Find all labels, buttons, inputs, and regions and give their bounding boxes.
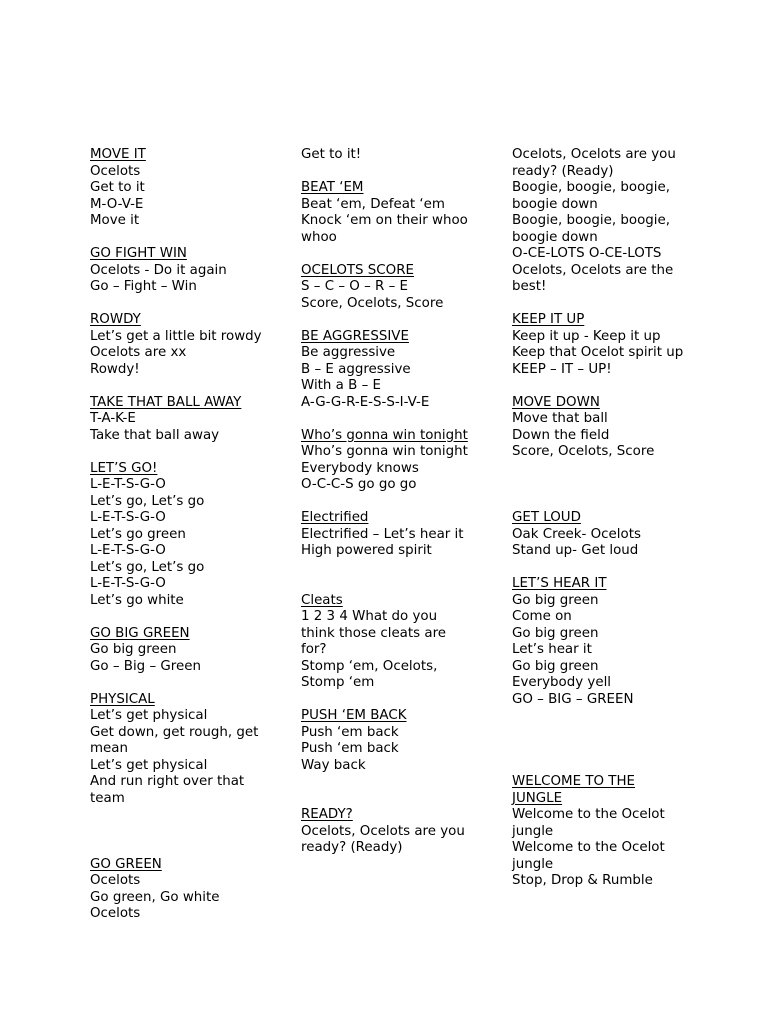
cheer-line: Go big green (90, 642, 177, 657)
cheer-line: Welcome to the Ocelot jungle (512, 840, 665, 872)
cheer-line: With a B – E (301, 378, 381, 393)
cheer-line: Go – Fight – Win (90, 279, 197, 294)
cheer-title: OCELOTS SCORE (301, 262, 414, 278)
cheer-line: Boogie, boogie, boogie, boogie down (512, 180, 671, 212)
block-spacer (301, 411, 469, 428)
cheer-block (512, 576, 684, 708)
block-spacer (512, 494, 684, 511)
cheer-line: Down the field (512, 427, 610, 443)
block-spacer (90, 807, 262, 824)
block-spacer (512, 725, 684, 742)
cheer-title: ROWDY (90, 312, 141, 327)
cheer-line: Ocelots are xx (90, 345, 187, 360)
cheer-line: Ocelots, Ocelots are you ready? (Ready) (301, 823, 465, 855)
block-spacer (301, 164, 469, 181)
cheer-title: LET’S GO! (90, 460, 158, 476)
cheer-line: Push ‘em back (301, 741, 399, 756)
cheer-line: Go – Big – Green (90, 658, 201, 674)
block-spacer (90, 675, 262, 692)
cheer-line: And run right over that team (90, 774, 245, 806)
cheer-line: Get to it (90, 180, 145, 195)
cheer-line: Electrified – Let’s hear it (301, 526, 464, 542)
cheer-title: Who’s gonna win tonight (301, 427, 468, 443)
cheer-block (301, 708, 469, 774)
cheer-line: High powered spirit (301, 543, 432, 558)
block-spacer (301, 791, 469, 808)
cheer-block (512, 147, 684, 296)
cheer-line: Stop, Drop & Rumble (512, 873, 653, 888)
cheer-line: Everybody knows (301, 460, 419, 476)
cheer-line: Ocelots (90, 906, 141, 921)
cheer-line: Get to it! (301, 147, 362, 162)
block-spacer (90, 840, 262, 857)
cheer-line: GO – BIG – GREEN (512, 691, 634, 707)
cheer-line: Let’s go, Let’s go (90, 493, 205, 509)
block-spacer (301, 312, 469, 329)
cheer-line: Rowdy! (90, 361, 140, 377)
cheer-line: Score, Ocelots, Score (512, 444, 655, 459)
block-spacer (301, 560, 469, 577)
cheer-title: WELCOME TO THE JUNGLE (512, 774, 636, 806)
block-spacer (512, 477, 684, 494)
cheer-line: O-C-C-S go go go (301, 477, 417, 492)
cheer-block (301, 263, 469, 313)
cheer-line: Way back (301, 757, 366, 773)
cheer-line: L-E-T-S-G-O (90, 576, 166, 591)
cheer-line: Who’s gonna win tonight (301, 444, 468, 459)
cheer-line: KEEP – IT – UP! (512, 361, 612, 377)
block-spacer (90, 230, 262, 247)
cheer-title: TAKE THAT BALL AWAY (90, 394, 242, 410)
cheer-line: Go big green (512, 658, 599, 674)
cheer-block (90, 395, 262, 445)
cheer-column-right (512, 147, 684, 890)
cheer-title: BE AGGRESSIVE (301, 328, 409, 344)
cheer-title: GO FIGHT WIN (90, 246, 187, 261)
cheer-block (90, 692, 262, 808)
block-spacer (301, 576, 469, 593)
cheer-block (90, 626, 262, 676)
cheer-title: PUSH ‘EM BACK (301, 708, 407, 723)
block-spacer (301, 692, 469, 709)
cheer-title: BEAT ‘EM (301, 180, 364, 195)
cheer-block (301, 428, 469, 494)
cheer-line: Let’s hear it (512, 642, 592, 657)
cheer-title: LET’S HEAR IT (512, 576, 607, 591)
cheer-block (512, 510, 684, 560)
cheer-line: Ocelots - Do it again (90, 262, 227, 278)
cheer-line: Stomp ‘em, Ocelots, Stomp ‘em (301, 658, 438, 690)
cheer-line: Everybody yell (512, 675, 612, 690)
block-spacer (90, 296, 262, 313)
cheer-block (301, 807, 469, 857)
cheer-block (90, 147, 262, 230)
cheer-line: 1 2 3 4 What do you think those cleats are for? (301, 609, 447, 657)
cheer-title: GO BIG GREEN (90, 625, 190, 641)
cheer-line: B – E aggressive (301, 361, 411, 377)
block-spacer (512, 560, 684, 577)
cheer-line: Beat ‘em, Defeat ‘em (301, 196, 445, 212)
cheer-line: Come on (512, 609, 572, 624)
cheer-line: Ocelots (90, 163, 141, 179)
cheer-line: Keep it up - Keep it up (512, 328, 661, 344)
block-spacer (90, 824, 262, 841)
cheer-line: Take that ball away (90, 427, 220, 443)
block-spacer (512, 296, 684, 313)
cheer-line: Let’s get physical (90, 757, 208, 773)
cheer-column-left (90, 147, 262, 923)
cheer-column-middle (301, 147, 469, 857)
cheer-line: Move that ball (512, 411, 608, 426)
cheer-line: Move it (90, 213, 140, 228)
cheer-line: Let’s go, Let’s go (90, 559, 205, 575)
block-spacer (90, 609, 262, 626)
cheer-block (512, 312, 684, 378)
cheer-line: Let’s get a little bit rowdy (90, 328, 262, 344)
cheer-title: GET LOUD (512, 510, 581, 525)
cheer-line: Let’s go white (90, 592, 184, 608)
cheer-line: Knock ‘em on their whoo whoo (301, 213, 468, 245)
cheer-line: L-E-T-S-G-O (90, 477, 166, 492)
cheer-line: Ocelots (90, 873, 141, 888)
block-spacer (512, 378, 684, 395)
cheer-line: S – C – O – R – E (301, 279, 408, 294)
cheer-line: L-E-T-S-G-O (90, 510, 166, 525)
cheer-line: M-O-V-E (90, 196, 144, 212)
cheer-title: KEEP IT UP (512, 312, 585, 327)
cheer-line: Be aggressive (301, 345, 396, 360)
cheer-block (90, 246, 262, 296)
cheer-title: Cleats (301, 592, 343, 608)
cheer-line: Keep that Ocelot spirit up (512, 345, 684, 360)
cheer-line: L-E-T-S-G-O (90, 543, 166, 558)
cheer-block (90, 312, 262, 378)
cheer-block (301, 329, 469, 412)
block-spacer (512, 461, 684, 478)
block-spacer (90, 444, 262, 461)
cheer-line: Go green, Go white (90, 889, 220, 905)
block-spacer (512, 741, 684, 758)
cheer-block (301, 593, 469, 692)
cheer-line: A-G-G-R-E-S-S-I-V-E (301, 394, 430, 410)
cheer-title: PHYSICAL (90, 691, 155, 707)
cheer-title: Electrified (301, 510, 369, 525)
cheer-block (512, 395, 684, 461)
cheer-line: Ocelots, Ocelots are you ready? (Ready) (512, 147, 676, 179)
block-spacer (90, 378, 262, 395)
block-spacer (301, 494, 469, 511)
cheer-block (90, 461, 262, 610)
cheer-title: READY? (301, 807, 353, 822)
cheer-line: T-A-K-E (90, 411, 136, 426)
block-spacer (301, 774, 469, 791)
cheer-title: MOVE DOWN (512, 394, 600, 410)
cheer-line: Get down, get rough, get mean (90, 724, 259, 756)
cheer-line: Go big green (512, 592, 599, 608)
cheer-line: Let’s go green (90, 526, 186, 542)
cheer-line: Oak Creek- Ocelots (512, 526, 641, 542)
cheer-line: Ocelots, Ocelots are the best! (512, 262, 674, 294)
cheer-line: Score, Ocelots, Score (301, 295, 444, 311)
cheer-title: MOVE IT (90, 147, 146, 162)
cheer-block (90, 857, 262, 923)
block-spacer (512, 758, 684, 775)
cheer-line: Welcome to the Ocelot jungle (512, 807, 665, 839)
cheer-block (301, 510, 469, 560)
cheer-line: O-CE-LOTS O-CE-LOTS (512, 246, 662, 261)
cheer-line: Go big green (512, 625, 599, 641)
cheer-block (301, 147, 469, 164)
cheer-block (512, 774, 684, 890)
block-spacer (301, 246, 469, 263)
cheer-line: Boogie, boogie, boogie, boogie down (512, 213, 671, 245)
cheer-title: GO GREEN (90, 856, 162, 872)
cheer-line: Stand up- Get loud (512, 543, 639, 558)
block-spacer (512, 708, 684, 725)
cheer-line: Push ‘em back (301, 724, 399, 740)
cheer-block (301, 180, 469, 246)
cheer-line: Let’s get physical (90, 708, 208, 723)
